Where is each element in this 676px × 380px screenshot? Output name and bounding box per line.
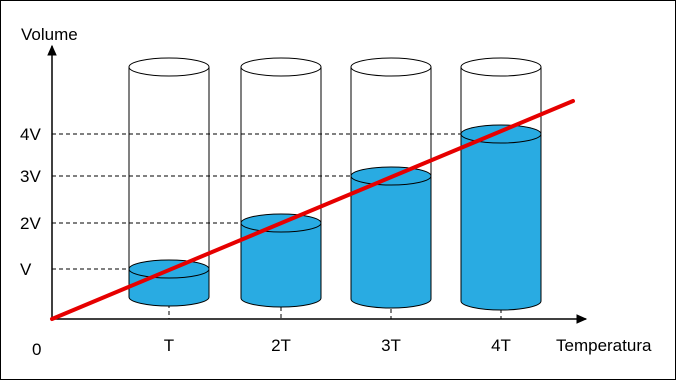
glass-rim (351, 58, 431, 76)
glass-rim (461, 58, 541, 76)
glass-rim (241, 58, 321, 76)
cylinders (129, 58, 541, 310)
x-tick-label: 2T (271, 336, 291, 355)
liquid-body (461, 134, 541, 310)
cylinder-3 (351, 58, 431, 308)
cylinder-2 (241, 58, 321, 307)
y-tick-label: V (20, 260, 32, 279)
y-tick-label: 2V (20, 214, 41, 233)
liquid-body (351, 176, 431, 308)
cylinder-4 (461, 58, 541, 310)
glass-rim (129, 58, 209, 76)
x-tick-label: 4T (491, 336, 511, 355)
origin-label: 0 (32, 340, 42, 359)
y-tick-label: 3V (20, 167, 41, 186)
liquid-surface (461, 125, 541, 143)
x-tick-label: T (163, 336, 175, 355)
y-axis-label: Volume (21, 25, 78, 44)
x-tick-label: 3T (381, 336, 401, 355)
charles-law-diagram (1, 1, 675, 379)
x-axis-label: Temperatura (556, 336, 652, 355)
y-tick-label: 4V (20, 125, 41, 144)
